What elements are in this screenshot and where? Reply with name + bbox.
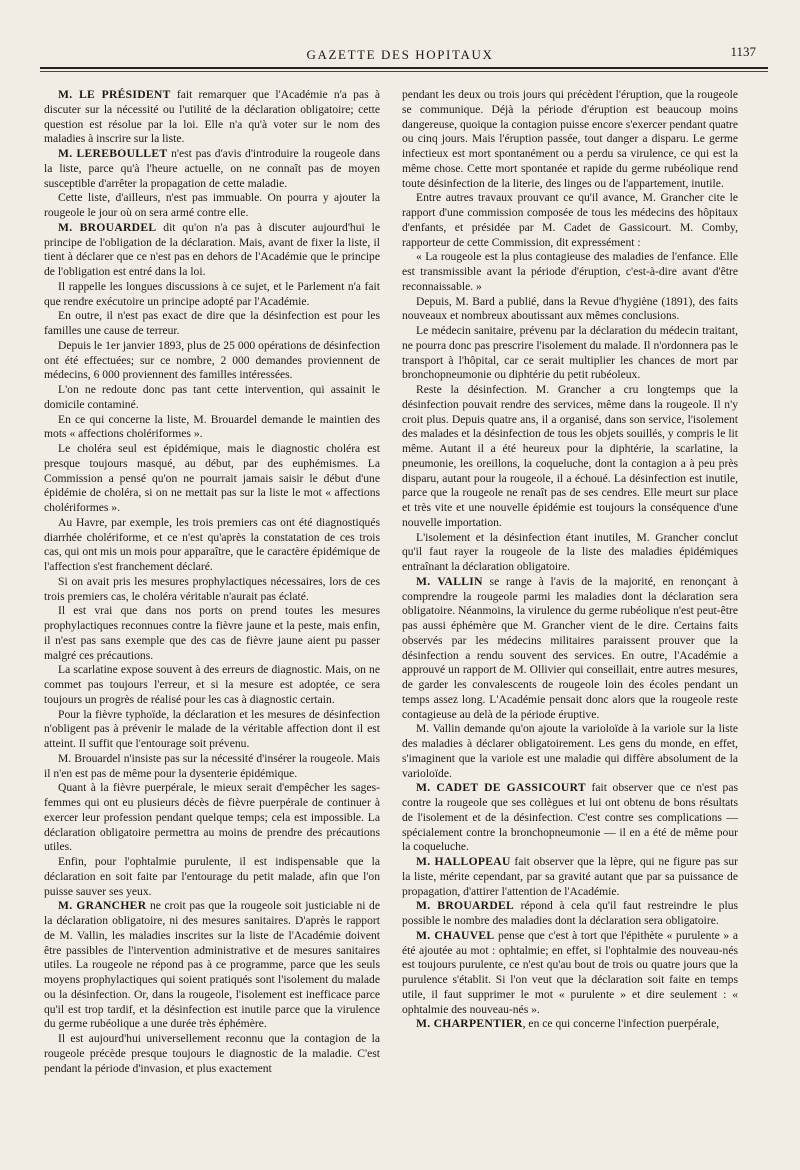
- running-title: GAZETTE DES HOPITAUX: [306, 47, 494, 62]
- paragraph-text: Le médecin sanitaire, prévenu par la déclaration du médecin traitant, ne pourra donc pas prescrire l'isolement du malade. Il n'ordonnera pas le transport à l'hôpital, car ce serait multiplier les chances de mort par bronchopneumonie ou diphtérie du petit rubéoleux.: [402, 324, 738, 382]
- header-rule-thick: [40, 67, 768, 69]
- paragraph-text: Il rappelle les longues discussions à ce sujet, et le Parlement n'a fait que rendre exécutoire un principe adopté par l'Académie.: [44, 279, 380, 308]
- paragraph-text: En ce qui concerne la liste, M. Brouardel demande le maintien des mots « affections cholériformes ».: [44, 412, 380, 441]
- paragraph-text: Depuis, M. Bard a publié, dans la Revue d'hygiène (1891), des faits nouveaux et nombreux aboutissant aux mêmes conclusions.: [402, 294, 738, 323]
- paragraph: [402, 929, 738, 1018]
- paragraph-text: Le choléra seul est épidémique, mais le diagnostic choléra est presque toujours masqué, au début, par des euphémismes. La Commission a pensé qu'on ne pourrait jamais saisir le début d'une épidémie de choléra, si on ne mettait pas sur la liste le mot « affections cholériformes ».: [44, 442, 380, 514]
- paragraph-text: Cette liste, d'ailleurs, n'est pas immuable. On pourra y ajouter la rougeole le jour où on sera armé contre elle.: [44, 191, 380, 219]
- speaker-name: M. CHARPENTIER: [416, 1017, 523, 1031]
- paragraph: [44, 147, 380, 191]
- paragraph: [44, 781, 380, 855]
- paragraph-text: M. Vallin demande qu'on ajoute la varioloïde à la variole sur la liste des maladies à déclarer obligatoirement. Les gens du monde, en effet, s'imaginent que la variole est une maladie qui diffère absolument de la varioloïde.: [402, 722, 738, 780]
- paragraph-text: L'on ne redoute donc pas tant cette intervention, qui assainit le domicile contaminé.: [44, 383, 380, 411]
- paragraph: [44, 442, 380, 516]
- paragraph: [44, 413, 380, 443]
- paragraph-text: Entre autres travaux prouvant ce qu'il avance, M. Grancher cite le rapport d'une commission composée de tous les médecins des hôpitaux d'enfants, et présidée par M. Cadet de Gassicourt. M. Comby, rapporteur de cette Commission, dit expressément :: [402, 191, 738, 249]
- paragraph: [44, 191, 380, 221]
- paragraph: [402, 899, 738, 929]
- paragraph-text: En outre, il n'est pas exact de dire que la désinfection est pour les familles une cause de terreur.: [44, 309, 380, 337]
- paragraph-text: Pour la fièvre typhoïde, la déclaration et les mesures de désinfection n'obligent pas à prévenir le malade de la véritable affection dont il est atteint. Il suffit que l'entourage soit prévenu.: [44, 707, 380, 750]
- speaker-name: M. LEREBOULLET: [58, 147, 168, 160]
- paragraph-text: Reste la désinfection. M. Grancher a cru longtemps que la désinfection pouvait rendre des services, même dans la rougeole. Il n'y croit plus. Depuis quatre ans, il a organisé, dans son service, l'isolement des malades et la désinfection de tous les objets souillés, y compris le lit même. Autant il a été heureux pour la diphtérie, la scarlatine, la pneumonie, les oreillons, la coqueluche, dont la contagion a à peu près disparu, autant pour la rougeole, il a échoué. La désinfection est inutile, parce que la rougeole ne renaît pas de ses cendres. Elle meurt sur place et très vite et une nouvelle épidémie est toujours la conséquence d'une nouvelle importation.: [402, 383, 738, 529]
- paragraph-text: L'isolement et la désinfection étant inutiles, M. Grancher conclut qu'il faut rayer la rougeole de la liste des maladies épidémiques entraînant la déclaration obligatoire.: [402, 530, 738, 573]
- paragraph: [402, 191, 738, 250]
- speaker-name: M. LE PRÉSIDENT: [58, 88, 171, 101]
- paragraph-text: Quant à la fièvre puerpérale, le mieux serait d'empêcher les sages-femmes qui ont eu plusieurs décès de fièvre puerpérale de continuer à exercer leur profession pendant quelque temps; cela est impossible. La déclaration obligatoire permettra au moins de prendre des précautions utiles.: [44, 781, 380, 854]
- paragraph: [44, 604, 380, 663]
- speaker-name: M. CHAUVEL: [416, 928, 495, 942]
- paragraph-text: se range à l'avis de la majorité, en renonçant à comprendre la rougeole parmi les maladies dont la déclaration sera obligatoire. Néanmoins, la virulence du germe rubéolique n'est peut-être pas aussi éphémère que M. Grancher vient de le dire. Certains faits observés par les médecins militaires paraissent prouver que la désinfection a rendu souvent des services. En outre, l'Académie a approuvé un rapport de M. Ollivier qui conseillait, entre autres mesures, de garder les convalescents de rougeole loin des écoles pendant un temps assez long. L'Académie pensait donc alors que la rougeole reste contagieuse au delà de la période éruptive.: [402, 574, 738, 721]
- paragraph: [402, 575, 738, 723]
- paragraph: [402, 383, 738, 531]
- paragraph-text: fait observer que ce n'est pas contre la rougeole que ses collègues et lui ont obtenu de bons résultats de l'isolement et de la désinfection. C'est contre ses complications — spécialement contre la bronchopneumonie — il en a été de même pour la coqueluche.: [402, 781, 738, 854]
- paragraph-text: fait observer que la lèpre, qui ne figure pas sur la liste, mérite cependant, par sa gravité autant que par sa puissance de propagation, d'attirer l'attention de l'Académie.: [402, 855, 738, 898]
- paragraph-text: « La rougeole est la plus contagieuse des maladies de l'enfance. Elle est transmissible avant la période d'éruption, c'est-à-dire avant d'être reconnaissable. »: [402, 250, 738, 293]
- page-number: 1137: [730, 44, 756, 59]
- paragraph: [44, 280, 380, 310]
- speaker-name: M. CADET DE GASSICOURT: [416, 781, 586, 795]
- paragraph: [402, 250, 738, 294]
- paragraph: [44, 221, 380, 280]
- paragraph-text: Enfin, pour l'ophtalmie purulente, il est indispensable que la déclaration en soit faite par l'entourage du petit malade, afin que l'on puisse sauver ses yeux.: [44, 855, 380, 898]
- paragraph-text: Il est aujourd'hui universellement reconnu que la contagion de la rougeole précède presque toujours le diagnostic de la maladie. C'est pendant la période d'invasion, et plus exactement: [44, 1032, 380, 1075]
- paragraph-text: La scarlatine expose souvent à des erreurs de diagnostic. Mais, on ne commet pas toujours l'erreur, et si la mesure est adoptée, ce sera toujours un progrès de réalisé pour les cas à diagnostic certain.: [44, 663, 380, 706]
- paragraph-text: Au Havre, par exemple, les trois premiers cas ont été diagnostiqués diarrhée cholériforme, et ce n'est qu'après la constatation de ces trois cas, qui ont mis un mois pour apparaître, que le caractère épidémique de l'affection s'est franchement déclaré.: [44, 515, 380, 573]
- paragraph-text: pense que c'est à tort que l'épithète « purulente » a été ajoutée au mot : ophtalmie; en effet, si l'ophtalmie des nouveau-nés est toujours purulente, ce n'est qu'au bout de trois ou quatre jours que la purulence s'établit. Si l'on veut que la déclaration soit faite en temps utile, il faut supprimer le mot « purulente » et dire seulement : « ophtalmie des nouveau-nés ».: [402, 928, 738, 1016]
- paragraph: [44, 663, 380, 707]
- paragraph: [402, 295, 738, 325]
- paragraph-text: ne croit pas que la rougeole soit justiciable ni de la déclaration obligatoire, ni des mesures sanitaires. D'après le rapport de M. Vallin, les maladies inscrites sur la liste de l'Académie doivent être passibles de l'intervention administrative et de mesures sanitaires utiles. La rougeole ne répond pas à ce programme, parce que les seuls moyens prophylactiques qui soient pratiqués sont l'isolement du malade ou la désinfection. Or, dans la rougeole, l'isolement est inefficace parce qu'il est trop tardif, et la désinfection est inutile parce que la virulence du germe rubéolique a une durée très éphémère.: [44, 899, 381, 1031]
- paragraph: [44, 309, 380, 339]
- paragraph: [44, 708, 380, 752]
- paragraph-text: fait remarquer que l'Académie n'a pas à discuter sur la nécessité ou l'utilité de la déclaration obligatoire; cette question est résolue par la loi. Elle n'a qu'à voter sur le nom des maladies à inscrire sur la liste.: [44, 88, 381, 146]
- paragraph-text: Si on avait pris les mesures prophylactiques nécessaires, lors de ces trois premiers cas, le choléra véritable n'aurait pas éclaté.: [44, 574, 380, 603]
- paragraph: [402, 1017, 738, 1032]
- paragraph: [44, 575, 380, 605]
- paragraph: [402, 855, 738, 899]
- paragraph: [402, 781, 738, 855]
- paragraph-text: Depuis le 1er janvier 1893, plus de 25 000 opérations de désinfection ont été effectuées; sur ce nombre, 2 000 demandes proviennent de médecins, 6 000 proviennent des familles intéressées.: [44, 338, 380, 382]
- speaker-name: M. BROUARDEL: [58, 220, 157, 234]
- speaker-name: M. BROUARDEL: [416, 899, 515, 913]
- paragraph-text: pendant les deux ou trois jours qui précèdent l'éruption, que la rougeole se communique. Déjà la période d'éruption est beaucoup moins dangereuse, quoique la contagion puisse encore s'exercer pendant quatre ou cinq jours. Mais l'éruption passée, tout danger a disparu. Le germe infectieux est mort spontanément ou a perdu sa virulence, ce qui est la même chose. Cette mort spontanée et rapide du germe rubéolique rend toute désinfection de la literie, des linges ou de l'appartement, inutile.: [402, 88, 738, 190]
- paragraph-text: Il est vrai que dans nos ports on prend toutes les mesures prophylactiques reconnues contre la fièvre jaune et la peste, mais enfin, il n'est pas sans exemple que des cas de fièvre jaune aient pu passer malgré ces précautions.: [44, 604, 380, 662]
- speaker-name: M. VALLIN: [416, 574, 483, 588]
- paragraph: [44, 1032, 380, 1076]
- paragraph: [402, 531, 738, 575]
- paragraph-text: dit qu'on n'a pas à discuter aujourd'hui le principe de l'obligation de la déclaration. Mais, avant de fixer la liste, il tient à déclarer que ce n'est pas en dehors de l'Académie que le principe de l'obligation est entré dans la loi.: [44, 220, 380, 278]
- paragraph: [44, 752, 380, 782]
- paragraph-text: , en ce qui concerne l'infection puerpérale,: [522, 1017, 720, 1031]
- paragraph-text: répond à cela qu'il faut restreindre le plus possible le nombre des maladies dont la déclaration sera obligatoire.: [402, 899, 738, 927]
- paragraph: [402, 88, 738, 191]
- paragraph: [44, 339, 380, 383]
- paragraph: [44, 88, 380, 147]
- right-column: [402, 88, 738, 1032]
- left-column: [44, 88, 380, 1076]
- paragraph: [44, 855, 380, 899]
- paragraph: [44, 899, 380, 1032]
- speaker-name: M. GRANCHER: [58, 899, 147, 913]
- paragraph: [44, 516, 380, 575]
- speaker-name: M. HALLOPEAU: [416, 855, 511, 868]
- paragraph-text: n'est pas d'avis d'introduire la rougeole dans la liste, parce qu'à l'heure actuelle, on ne connaît pas de moyen susceptible d'arrêter la propagation de cette maladie.: [44, 147, 380, 190]
- header-rule-thin: [40, 71, 768, 72]
- paragraph: [402, 722, 738, 781]
- paragraph: [402, 324, 738, 383]
- paragraph-text: M. Brouardel n'insiste pas sur la nécessité d'insérer la rougeole. Mais il n'en est pas de même pour la dysenterie épidémique.: [44, 751, 380, 780]
- paragraph: [44, 383, 380, 413]
